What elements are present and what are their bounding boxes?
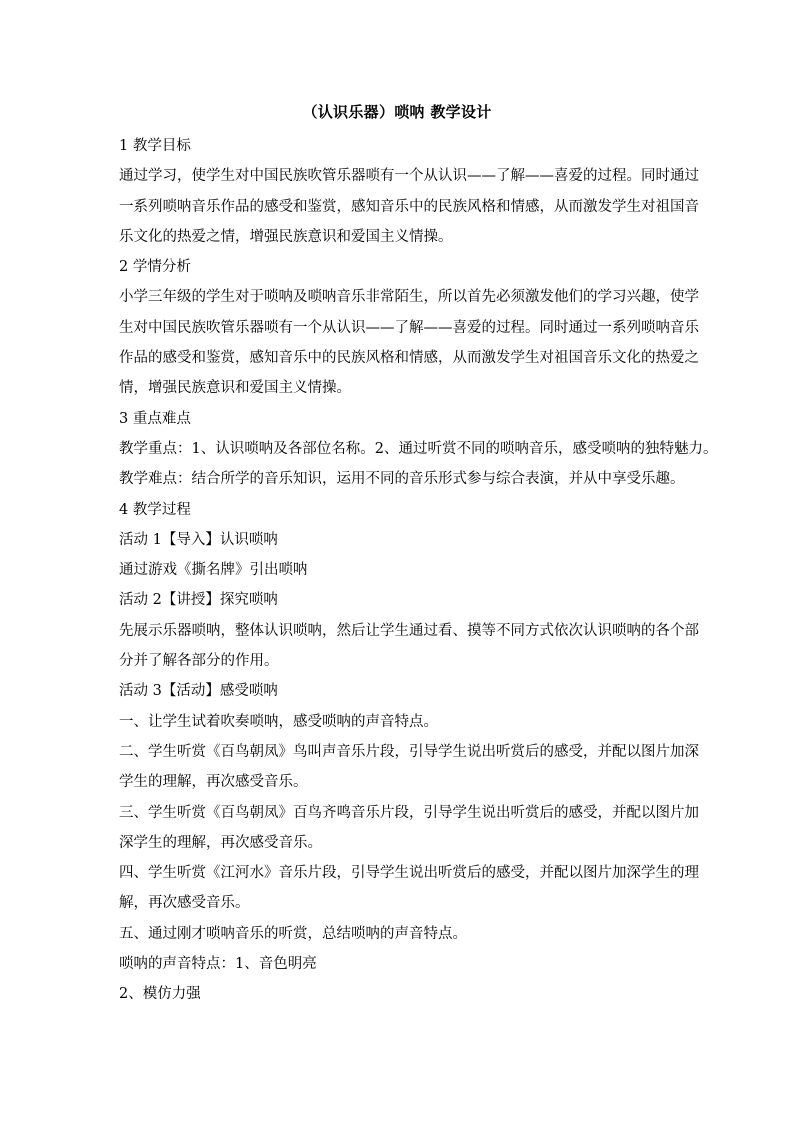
paragraph-line: 三、学生听赏《百鸟朝凤》百鸟齐鸣音乐片段，引导学生说出听赏后的感受，并配以图片加	[119, 804, 699, 821]
paragraph-line: 小学三年级的学生对于唢呐及唢呐音乐非常陌生，所以首先必须激发他们的学习兴趣，使学	[119, 289, 699, 306]
paragraph-line: 学生的理解，再次感受音乐。	[119, 774, 308, 791]
paragraph-line: 一、让学生试着吹奏唢呐，感受唢呐的声音特点。	[119, 713, 438, 730]
section-heading-objectives: 1 教学目标	[119, 138, 191, 154]
paragraph-line: 唢呐的声音特点：1、音色明亮	[119, 956, 317, 973]
paragraph-line: 通过游戏《撕名牌》引出唢呐	[119, 562, 308, 579]
section-heading-process: 4 教学过程	[119, 501, 191, 518]
paragraph-line: 教学重点：1、认识唢呐及各部位名称。2、通过听赏不同的唢呐音乐，感受唢呐的独特魅力。	[119, 440, 718, 457]
activity-heading: 活动 2【讲授】探究唢呐	[119, 592, 278, 609]
paragraph-line: 一系列唢呐音乐作品的感受和鉴赏，感知音乐中的民族风格和情感，从而激发学生对祖国音	[119, 198, 699, 215]
paragraph-line: 情，增强民族意识和爱国主义情操。	[119, 380, 351, 397]
section-heading-key-points: 3 重点难点	[119, 410, 191, 427]
paragraph-line: 通过学习，使学生对中国民族吹管乐器唢有一个从认识——了解——喜爱的过程。同时通过	[119, 168, 699, 185]
paragraph-line: 二、学生听赏《百鸟朝凤》鸟叫声音乐片段，引导学生说出听赏后的感受，并配以图片加深	[119, 743, 699, 760]
section-heading-analysis: 2 学情分析	[119, 259, 191, 276]
activity-heading: 活动 3【活动】感受唢呐	[119, 683, 278, 700]
paragraph-line: 生对中国民族吹管乐器唢有一个从认识——了解——喜爱的过程。同时通过一系列唢呐音乐	[119, 319, 699, 336]
paragraph-line: 五、通过刚才唢呐音乐的听赏，总结唢呐的声音特点。	[119, 925, 467, 942]
paragraph-line: 四、学生听赏《江河水》音乐片段，引导学生说出听赏后的感受，并配以图片加深学生的理	[119, 865, 699, 882]
document-title: （认识乐器）唢呐 教学设计	[302, 103, 492, 121]
paragraph-line: 解，再次感受音乐。	[119, 895, 250, 912]
paragraph-line: 教学难点：结合所学的音乐知识，运用不同的音乐形式参与综合表演，并从中享受乐趣。	[119, 471, 685, 488]
paragraph-line: 分并了解各部分的作用。	[119, 653, 279, 670]
paragraph-line: 乐文化的热爱之情，增强民族意识和爱国主义情操。	[119, 228, 453, 245]
paragraph-line: 作品的感受和鉴赏，感知音乐中的民族风格和情感，从而激发学生对祖国音乐文化的热爱之	[119, 350, 699, 367]
paragraph-line: 2、模仿力强	[119, 986, 201, 1003]
paragraph-line: 先展示乐器唢呐，整体认识唢呐，然后让学生通过看、摸等不同方式依次认识唢呐的各个部	[119, 622, 699, 639]
activity-heading: 活动 1【导入】认识唢呐	[119, 531, 278, 548]
paragraph-line: 深学生的理解，再次感受音乐。	[119, 834, 322, 851]
document-body	[119, 131, 718, 1010]
